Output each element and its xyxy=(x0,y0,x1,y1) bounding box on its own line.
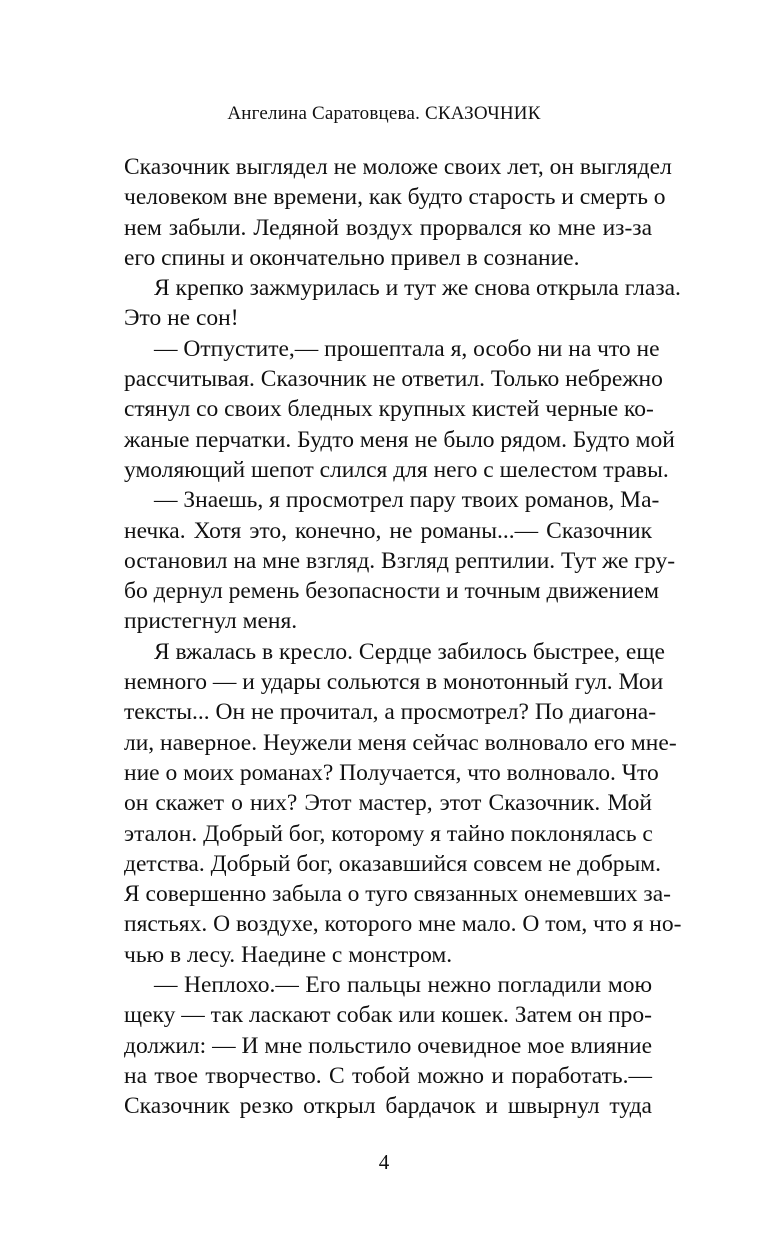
text-line: его спины и окончательно привел в сознание. xyxy=(124,244,580,271)
text-line: нечка. Хотя это, конечно, не романы...— Сказочник xyxy=(124,517,652,544)
page-number: 4 xyxy=(378,1150,390,1174)
text-line: Сказочник резко открыл бардачок и швырнул туда xyxy=(124,1093,652,1120)
text-line: — Отпустите,— прошептала я, особо ни на что не xyxy=(154,335,660,362)
text-line: тексты... Он не прочитал, а просмотрел? По диагона- xyxy=(124,699,657,726)
text-line: щеку — так ласкают собак или кошек. Затем он про- xyxy=(124,1002,652,1029)
text-line: умоляющий шепот слился для него с шелестом травы. xyxy=(124,456,669,483)
text-line: пристегнул меня. xyxy=(124,608,298,635)
text-line: Сказочник выглядел не моложе своих лет, он выглядел xyxy=(124,154,672,180)
text-line: жаные перчатки. Будто меня не было рядом. Будто мой xyxy=(124,426,675,453)
paragraph xyxy=(124,273,681,334)
text-line: ние о моих романах? Получается, что волновало. Что xyxy=(124,759,659,786)
text-line: — Знаешь, я просмотрел пару твоих романов, Ма- xyxy=(154,487,660,514)
text-line: стянул со своих бледных крупных кистей черные ко- xyxy=(124,396,654,423)
text-line: Я совершенно забыла о туго связанных онемевших за- xyxy=(124,881,671,908)
paragraph xyxy=(124,485,676,636)
text-line: пястьях. О воздухе, которого мне мало. О том, что я но- xyxy=(124,911,682,938)
running-head: Ангелина Саратовцева. СКАЗОЧНИК xyxy=(227,103,541,124)
paragraph xyxy=(124,334,675,485)
text-line: — Неплохо.— Его пальцы нежно погладили мою xyxy=(154,972,652,999)
text-line: человеком вне времени, как будто старость и смерть о xyxy=(124,184,666,211)
text-line: остановил на мне взгляд. Взгляд рептилии. Тут же гру- xyxy=(124,547,676,574)
paragraph xyxy=(124,152,672,273)
text-line: на твое творчество. С тобой можно и поработать.— xyxy=(124,1062,652,1089)
text-line: детства. Добрый бог, оказавшийся совсем не добрым. xyxy=(124,850,662,877)
text-line: рассчитывая. Сказочник не ответил. Только небрежно xyxy=(124,366,663,393)
text-line: эталон. Добрый бог, которому я тайно поклонялась с xyxy=(124,820,653,847)
text-line: бо дернул ремень безопасности и точным движением xyxy=(124,578,659,605)
text-line: нем забыли. Ледяной воздух прорвался ко мне из-за xyxy=(124,214,652,241)
text-line: Я вжалась в кресло. Сердце забилось быстрее, еще xyxy=(154,638,665,665)
text-line: чью в лесу. Наедине с монстром. xyxy=(124,941,453,968)
text-line: Я крепко зажмурилась и тут же снова открыла глаза. xyxy=(154,275,681,302)
text-line: он скажет о них? Этот мастер, этот Сказочник. Мой xyxy=(124,790,652,817)
body-text xyxy=(124,152,682,1122)
text-line: немного — и удары сольются в монотонный гул. Мои xyxy=(124,669,664,696)
paragraph xyxy=(124,637,682,970)
text-line: Это не сон! xyxy=(124,305,239,332)
paragraph xyxy=(124,970,652,1121)
text-line: ли, наверное. Неужели меня сейчас волновало его мне- xyxy=(124,729,677,756)
text-line: должил: — И мне польстило очевидное мое влияние xyxy=(124,1032,652,1059)
